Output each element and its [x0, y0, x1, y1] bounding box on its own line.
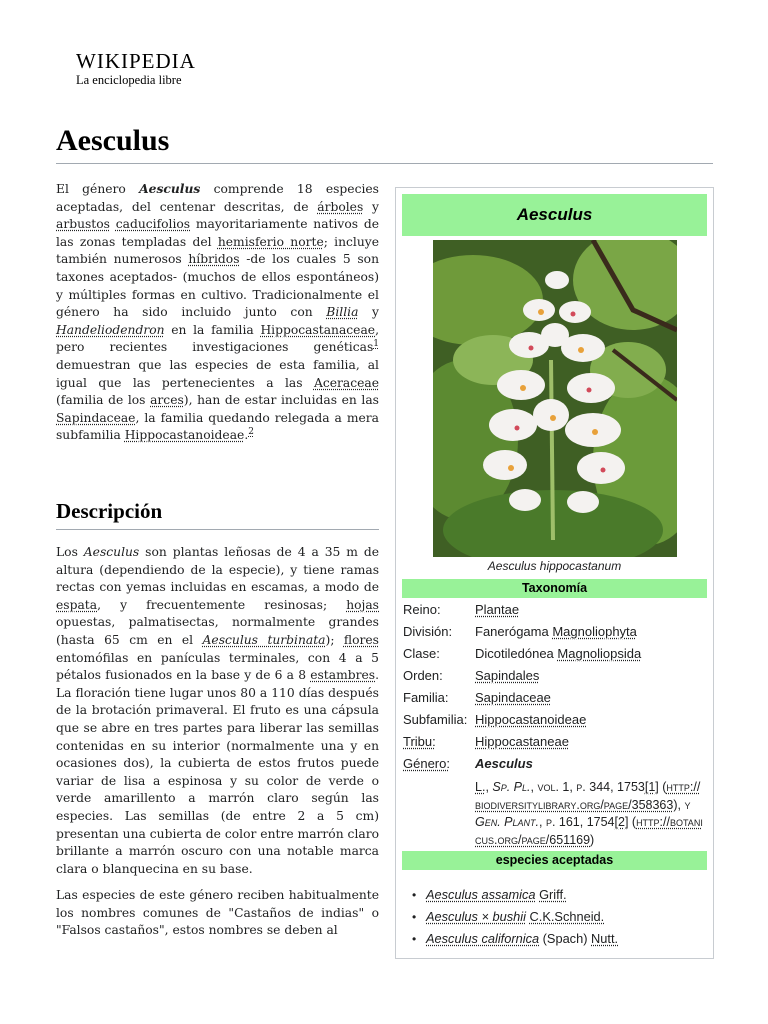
title-divider — [56, 163, 713, 164]
link-aesculus-turbinata[interactable]: Aesculus turbinata — [202, 632, 326, 647]
genus-name: Aesculus — [139, 181, 201, 196]
botanicus-link[interactable]: http://botanicus.org/page/651169 — [475, 815, 703, 847]
common-names-paragraph: Las especies de este género reciben habitualmente los nombres comunes de "Castaños de indias" o "Falsos castaños", estos nombres se deben al — [56, 888, 379, 938]
reference-link-1[interactable]: [1] — [644, 780, 659, 794]
wikipedia-logo[interactable] — [76, 50, 196, 88]
link-arces[interactable]: arces — [150, 393, 184, 408]
link-flores[interactable]: flores — [343, 632, 379, 647]
link-aceraceae[interactable]: Aceraceae — [313, 375, 379, 390]
section-heading-descripcion: Descripción — [56, 499, 379, 530]
taxobox-title: Aesculus — [402, 194, 707, 236]
link-hippocastaneae[interactable]: Hippocastaneae — [475, 734, 569, 749]
link-sapindaceae-box[interactable]: Sapindaceae — [475, 690, 551, 705]
photo-caption: Aesculus hippocastanum — [487, 559, 622, 573]
link-espata[interactable]: espata — [56, 597, 98, 612]
link-magnoliopsida[interactable]: Magnoliopsida — [557, 646, 642, 661]
reference-1[interactable]: 1 — [373, 339, 379, 350]
link-aesculus-assamica[interactable]: Aesculus assamica — [426, 887, 536, 902]
link-hibridos[interactable]: híbridos — [188, 252, 240, 267]
species-header: especies aceptadas — [402, 851, 707, 870]
species-author-link[interactable]: C.K.Schneid. — [529, 909, 605, 924]
logo-wordmark: WIKIPEDIA — [76, 49, 196, 73]
species-author-link[interactable]: Nutt. — [591, 931, 619, 946]
link-magnoliophyta[interactable]: Magnoliophyta — [552, 624, 637, 639]
logo-tagline: La enciclopedia libre — [76, 73, 182, 87]
link-aesculus-californica[interactable]: Aesculus californica — [426, 931, 540, 946]
description-section — [56, 544, 379, 940]
link-linnaeus[interactable]: L. — [475, 780, 486, 794]
link-genero[interactable]: Género: — [403, 756, 450, 771]
reference-link-2[interactable]: [2] — [614, 815, 629, 830]
biodiversity-library-link[interactable]: http://biodiversitylibrary.org/page/358363 — [475, 780, 701, 812]
link-estambres[interactable]: estambres — [310, 668, 376, 683]
genus-authority: L., Sp. Pl., vol. 1, p. 344, 1753[1] (http://biodiversitylibrary.org/page/358363), y Gen. Plant., p. 161, 1754[2] (http://botanicus.org/page/651169) — [475, 780, 703, 847]
intro-paragraph: El género Aesculus comprende 18 especies aceptadas, del centenar descritas, de árboles y arbustos caducifolios mayoritariamente nativos de las zonas templadas del hemisferio norte; incluye también numerosos híbridos -de los cuales 5 son taxones aceptados- (muchos de ellos espontáneos) y múltiples formas en cultivo. Tradicionalmente el género ha sido incluido junto con Billia y Handeliodendron en la familia Hippocastanaceae, pero recientes investigaciones genéticas$^1$ demuestran que las especies de esta familia, al igual que las pertenecientes a las Aceraceae (familia de los arces), han de estar incluidas en las Sapindaceae, la familia quedando relegada a mera subfamilia Hippocastanoideae.$^2$ — [56, 181, 380, 443]
link-handeliodendron[interactable]: Handeliodendron — [56, 322, 165, 337]
link-tribu[interactable]: Tribu: — [403, 734, 436, 749]
link-hippocastanaceae[interactable]: Hippocastanaceae — [260, 322, 376, 337]
page-title: Aesculus — [56, 124, 170, 157]
link-aesculus-bushii[interactable]: Aesculus × bushii — [426, 909, 526, 924]
link-plantae[interactable]: Plantae — [475, 602, 520, 617]
link-caducifolios[interactable]: caducifolios — [115, 217, 191, 232]
link-hemisferio-norte[interactable]: hemisferio norte — [217, 234, 324, 249]
link-sapindales[interactable]: Sapindales — [475, 668, 540, 683]
species-author-link[interactable]: Griff. — [539, 887, 567, 902]
list-item: • Aesculus californica (Spach) Nutt. — [408, 928, 708, 950]
link-arbustos[interactable]: arbustos — [56, 217, 110, 232]
genus-value: Aesculus — [475, 756, 533, 771]
aesculus-photo[interactable] — [433, 240, 677, 557]
link-sapindaceae[interactable]: Sapindaceae — [56, 410, 136, 425]
list-item — [408, 906, 708, 928]
description-paragraph: Los Aesculus son plantas leñosas de 4 a 35 m de altura (dependiendo de la especie), y tiene ramas rectas con yemas incluidas en escamas, a modo de espata, y frecuentemente resinosas; hojas opuestas, palmatisectas, normalmente grandes (hasta 65 cm en el Aesculus turbinata); flores entomófilas en panículas terminales, con 4 a 5 pétalos fusionados en la base y de 6 a 8 estambres. La floración tiene lugar unos 80 a 110 días después de la brotación primaveral. El fruto es una cápsula que se abre en tres partes para liberar las semillas contenidas en su interior (normalmente una y en ocasiones dos), la cubierta de estos frutos puede variar de lisa a espinosa y su color de verde o verde amarillento a marrón claro según las especies. Las semillas (de entre 2 a 5 cm) presentan una cubierta de color entre marrón claro brillante a marrón oscuro con una notable marca clara o blanquecina en su base. — [56, 545, 379, 876]
reference-2[interactable]: 2 — [248, 427, 254, 438]
taxobox: Aesculus Aesculus hippocastanum Taxonomía Reino: Plantae División: Fanerógama Magnoliophyta Clase: Dicotiledónea Magnoliopsida Orden: Sapindales Familia: Sapindaceae Subfamilia: Hippocastanoideae Tribu: Hippocastaneae Género: Aesculus L., Sp. Pl., vol. 1, p. 344, 1753[1] (http://biodiversitylibrary.org/page/358363), y Gen. Plant., p. 161, 1754[2] (http://botanicus.org/page/651169) especies aceptadas • Aesculus assamica Griff. • Aesculus × bushii C.K.Schneid. • Aesculus californica (Spach) Nutt. — [395, 187, 714, 959]
list-item — [408, 884, 708, 906]
link-hippocastanoideae[interactable]: Hippocastanoideae — [124, 428, 245, 443]
species-list — [408, 884, 708, 950]
link-billia[interactable]: Billia — [326, 305, 359, 320]
link-hippocastanoideae-box[interactable]: Hippocastanoideae — [475, 712, 587, 727]
link-arboles[interactable]: árboles — [317, 199, 364, 214]
link-hojas[interactable]: hojas — [346, 597, 379, 612]
taxonomy-header: Taxonomía — [402, 579, 707, 598]
